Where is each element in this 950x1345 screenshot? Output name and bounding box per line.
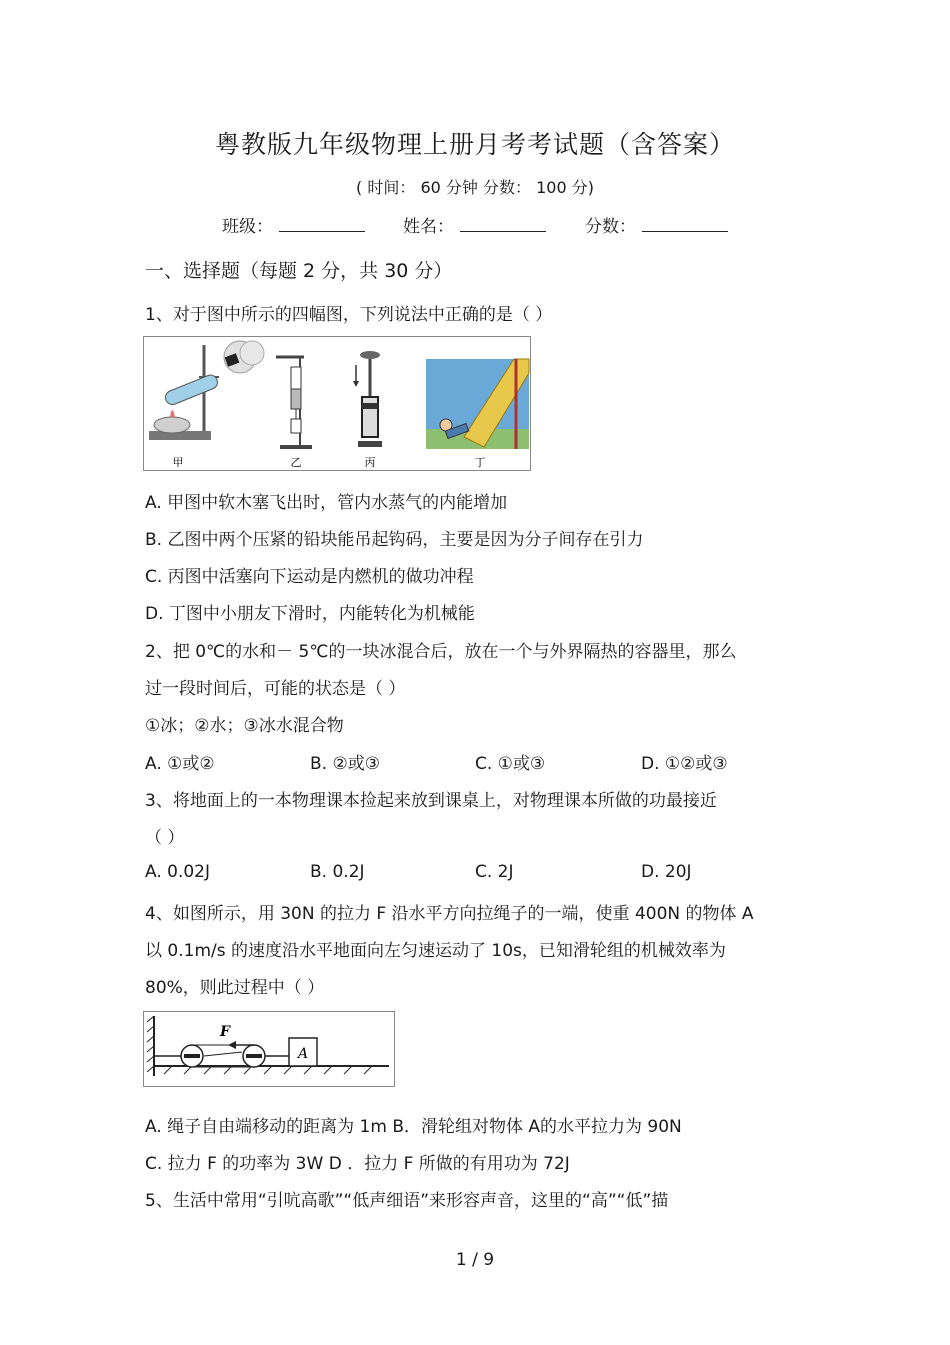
- q3-option-c: C. 2J: [475, 862, 514, 882]
- wall-hatch: [147, 1016, 154, 1072]
- fig-label-yi: 乙: [290, 456, 302, 469]
- q2-note: ①冰；②水；③冰水混合物: [145, 716, 344, 736]
- q2-option-d: D. ①②或③: [641, 754, 728, 774]
- fig-bing-apparatus: [353, 351, 382, 447]
- exam-info: ( 时间： 60 分钟 分数： 100 分): [356, 178, 594, 197]
- name-field: [403, 212, 546, 237]
- q1-option-a: A. 甲图中软木塞飞出时，管内水蒸气的内能增加: [145, 493, 508, 513]
- class-field: [222, 212, 365, 237]
- name-label: 姓名：: [403, 217, 454, 237]
- fig-ding-scene: [426, 359, 529, 449]
- fig-label-ding: 丁: [474, 456, 486, 469]
- q3-stem-line1: 3、将地面上的一本物理课本捡起来放到课桌上，对物理课本所做的功最接近: [145, 791, 717, 811]
- score-blank: [642, 217, 728, 232]
- q4-figure: [143, 1011, 395, 1087]
- q3-option-d: D. 20J: [641, 862, 692, 882]
- q1-option-d: D. 丁图中小朋友下滑时，内能转化为机械能: [145, 604, 475, 624]
- page-number: 1 / 9: [455, 1250, 495, 1270]
- q5-stem-line1: 5、生活中常用“引吭高歌”“低声细语”来形容声音，这里的“高”“低”描: [145, 1191, 669, 1211]
- q4-stem-line3: 80%，则此过程中（ ）: [145, 978, 325, 998]
- score-label: 分数：: [585, 217, 636, 237]
- class-label: 班级：: [222, 217, 273, 237]
- q4-options-ab: A. 绳子自由端移动的距离为 1m B．滑轮组对物体 A的水平拉力为 90N: [145, 1117, 682, 1137]
- q2-stem-line2: 过一段时间后，可能的状态是（ ）: [145, 679, 406, 699]
- q2-option-b: B. ②或③: [310, 754, 380, 774]
- q1-figure-svg: [144, 337, 530, 470]
- name-blank: [460, 217, 546, 232]
- q4-figure-svg: [144, 1012, 394, 1086]
- q1-option-b: B. 乙图中两个压紧的铅块能吊起钩码，主要是因为分子间存在引力: [145, 530, 644, 550]
- section-heading: 一、选择题（每题 2 分，共 30 分）: [145, 260, 453, 282]
- fig-label-bing: 丙: [364, 456, 376, 469]
- q3-option-a: A. 0.02J: [145, 862, 211, 882]
- q3-option-b: B. 0.2J: [310, 862, 365, 882]
- q2-stem-line1: 2、把 0℃的水和－ 5℃的一块冰混合后，放在一个与外界隔热的容器里，那么: [145, 642, 737, 662]
- q4-options-cd: C. 拉力 F 的功率为 3W D ．拉力 F 所做的有用功为 72J: [145, 1154, 570, 1174]
- force-label: F: [220, 1024, 230, 1040]
- page-title: 粤教版九年级物理上册月考考试题（含答案）: [214, 130, 735, 159]
- class-blank: [279, 217, 365, 232]
- q2-option-a: A. ①或②: [145, 754, 215, 774]
- fig-yi-apparatus: [276, 357, 312, 449]
- q4-stem-line2: 以 0.1m/s 的速度沿水平地面向左匀速运动了 10s，已知滑轮组的机械效率为: [145, 941, 726, 961]
- block-a-label: A: [297, 1046, 309, 1062]
- q2-option-c: C. ①或③: [475, 754, 546, 774]
- score-field: [585, 212, 728, 237]
- q4-stem-line1: 4、如图所示，用 30N 的拉力 F 沿水平方向拉绳子的一端，使重 400N 的物体 A: [145, 904, 754, 924]
- fig-jia-apparatus: [149, 341, 264, 440]
- q1-stem: 1、对于图中所示的四幅图，下列说法中正确的是（ ）: [145, 305, 553, 325]
- q1-option-c: C. 丙图中活塞向下运动是内燃机的做功冲程: [145, 567, 474, 587]
- fig-label-jia: 甲: [172, 456, 184, 469]
- q3-stem-line2: （ ）: [145, 828, 185, 848]
- q1-figure: [143, 336, 531, 471]
